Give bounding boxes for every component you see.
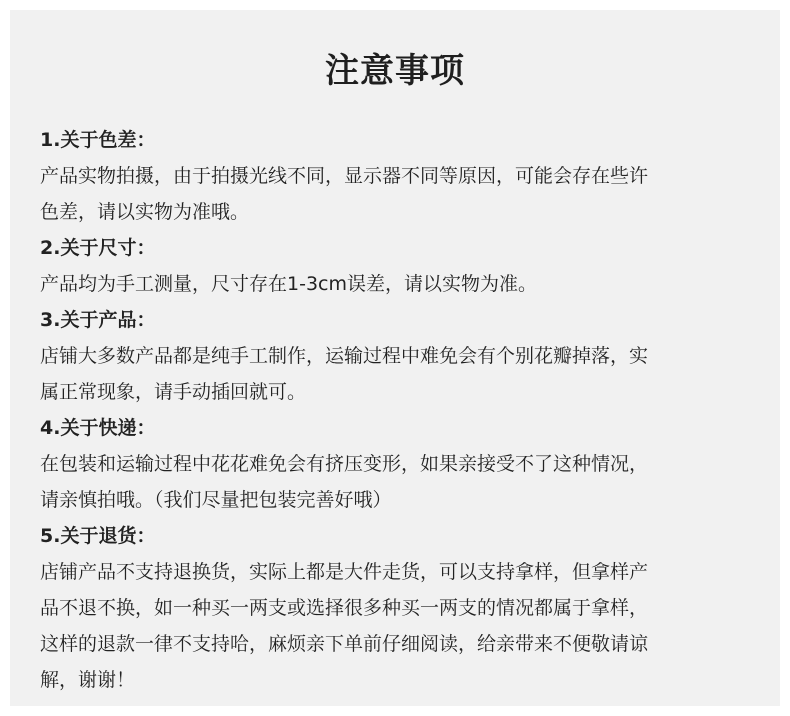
page-title: 注意事项: [325, 51, 465, 91]
section-heading: 2.关于尺寸：: [40, 237, 156, 259]
body-line: 属正常现象，请手动插回就可。: [40, 381, 307, 403]
section-returns: [40, 518, 760, 698]
section-size: [40, 230, 760, 302]
body-line: 解，谢谢！: [40, 669, 136, 691]
section-body: [40, 338, 760, 410]
section-delivery: [40, 410, 760, 518]
notice-panel: [10, 10, 780, 706]
body-line: 店铺大多数产品都是纯手工制作，运输过程中难免会有个别花瓣掉落，实: [40, 345, 649, 367]
section-heading: 1.关于色差：: [40, 129, 156, 151]
section-heading: 5.关于退货：: [40, 525, 156, 547]
section-heading: 3.关于产品：: [40, 309, 156, 331]
section-color-difference: [40, 122, 760, 230]
body-line: 产品实物拍摄，由于拍摄光线不同，显示器不同等原因，可能会存在些许: [40, 165, 649, 187]
body-line: 请亲慎拍哦。（我们尽量把包装完善好哦）: [40, 489, 392, 511]
section-product: [40, 302, 760, 410]
body-line: 这样的退款一律不支持哈，麻烦亲下单前仔细阅读，给亲带来不便敬请谅: [40, 633, 649, 655]
body-line: 在包装和运输过程中花花难免会有挤压变形，如果亲接受不了这种情况，: [40, 453, 649, 475]
section-body: [40, 554, 760, 698]
section-body: [40, 446, 760, 518]
section-body: [40, 266, 760, 302]
body-line: 色差，请以实物为准哦。: [40, 201, 250, 223]
section-body: [40, 158, 760, 230]
section-heading: 4.关于快递：: [40, 417, 156, 439]
body-line: 品不退不换，如一种买一两支或选择很多种买一两支的情况都属于拿样，: [40, 597, 649, 619]
body-line: 店铺产品不支持退换货，实际上都是大件走货，可以支持拿样，但拿样产: [40, 561, 649, 583]
body-line: 产品均为手工测量，尺寸存在1-3cm误差，请以实物为准。: [40, 273, 537, 295]
notice-content: [40, 122, 760, 698]
